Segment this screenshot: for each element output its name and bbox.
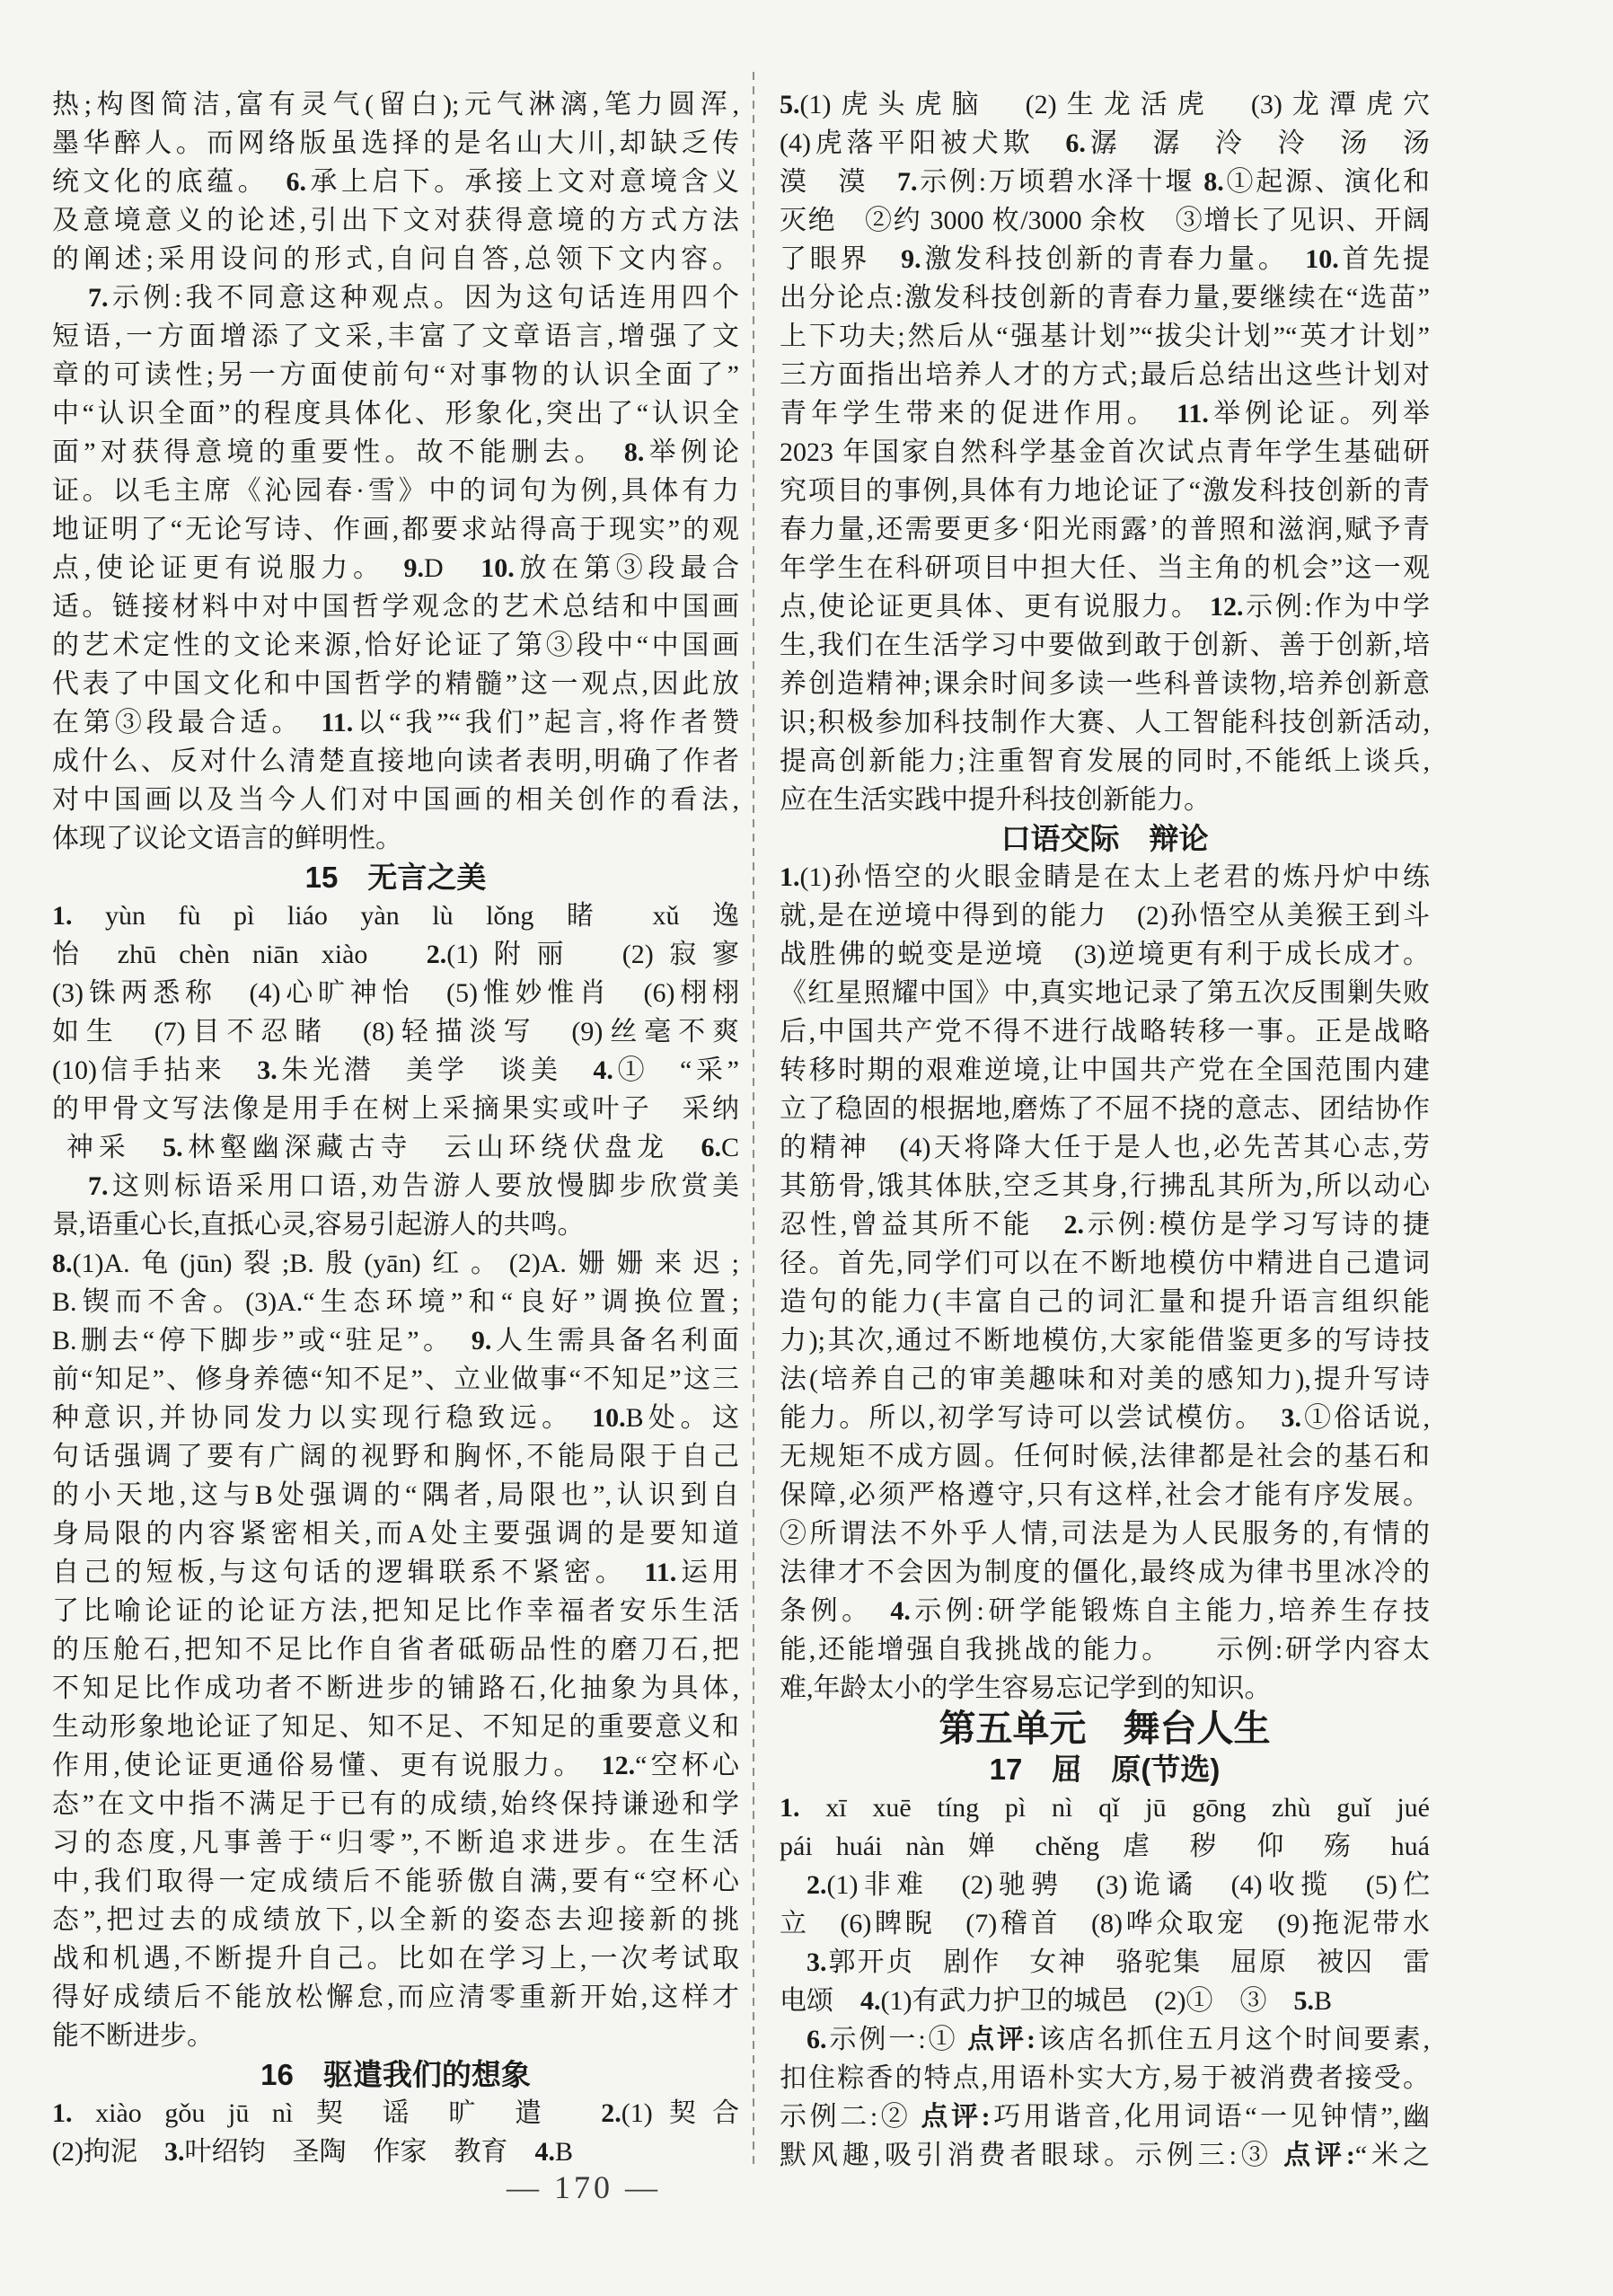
text-line: 8.(1)A.龟(jūn)裂;B.殷(yān)红。(2)A.姗姗来迟;	[52, 1249, 739, 1278]
text-line: 6.示例一:① 点评:该店名抓住五月这个时间要素,	[806, 2025, 1430, 2054]
text-line: 生,我们在生活学习中要做到敢于创新、善于创新,培	[780, 631, 1430, 660]
text-line: 的精神 (4)天将降大任于是人也,必先苦其心志,劳	[780, 1133, 1430, 1162]
text-line: 战胜佛的蜕变是逆境 (3)逆境更有利于成长成才。	[780, 940, 1430, 969]
text-line: 三方面指出培养人才的方式;最后总结出这些计划对	[780, 360, 1430, 390]
text-line: 能力。所以,初学写诗可以尝试模仿。 3.①俗话说,	[780, 1403, 1430, 1433]
text-line: 无规矩不成方圆。任何时候,法律都是社会的基石和	[780, 1442, 1430, 1471]
text-line: 条例。 4.示例:研学能锻炼自主能力,培养生存技	[780, 1596, 1430, 1626]
text-line: 代表了中国文化和中国哲学的精髓”这一观点,因此放	[52, 669, 739, 699]
text-line: (2)拘泥 3.叶绍钧 圣陶 作家 教育 4.B	[52, 2137, 573, 2167]
text-line: 力);其次,通过不断地模仿,大家能借鉴更多的写诗技	[780, 1326, 1430, 1356]
text-line: 的压舱石,把知不足比作自省者砥砺品性的磨刀石,把	[52, 1635, 739, 1665]
text-line: 青年学生带来的促进作用。 11.举例论证。列举	[780, 399, 1430, 428]
text-line: 应在生活实践中提升科技创新能力。	[780, 785, 1211, 815]
text-line: 立 (6)睥睨 (7)稽首 (8)哗众取宠 (9)拖泥带水	[780, 1909, 1430, 1938]
text-line: 地证明了“无论写诗、作画,都要求站得高于现实”的观	[52, 515, 739, 544]
text-line: 如生 (7)目不忍睹 (8)轻描淡写 (9)丝毫不爽	[52, 1017, 739, 1046]
text-line: 点,使论证更具体、更有说服力。 12.示例:作为中学	[780, 592, 1430, 622]
text-line: 的甲骨文写法像是用手在树上采摘果实或叶子 采纳	[52, 1094, 739, 1124]
text-line: 生动形象地论证了知足、知不足、不知足的重要意义和	[52, 1712, 739, 1742]
text-line: 体现了议论文语言的鲜明性。	[52, 824, 402, 853]
text-line: 种意识,并协同发力以实现行稳致远。 10.B处。这	[52, 1403, 739, 1433]
text-line: 养创造精神;课余时间多读一些科普读物,培养创新意	[780, 669, 1430, 699]
text-line: 的艺术定性的文论来源,恰好论证了第③段中“中国画	[52, 631, 739, 660]
text-line: 面”对获得意境的重要性。故不能删去。 8.举例论	[52, 437, 739, 467]
text-line: 能不断进步。	[52, 2021, 214, 2051]
right-column	[780, 85, 1430, 2175]
text-line: 作用,使论证更通俗易懂、更有说服力。 12.“空杯心	[52, 1751, 739, 1780]
text-line: 7.这则标语采用口语,劝告游人要放慢脚步欣赏美	[88, 1171, 739, 1201]
text-line: 1. xiào gǒu jū nì 契 谣 旷 遣 2.(1)契合	[52, 2098, 739, 2128]
section-heading: 15 无言之美	[304, 861, 487, 894]
text-line: (3)铢两悉称 (4)心旷神怡 (5)惟妙惟肖 (6)栩栩	[52, 978, 739, 1008]
text-line: 5.(1)虎头虎脑 (2)生龙活虎 (3)龙潭虎穴	[780, 90, 1430, 119]
text-line: 前“知足”、修身养德“知不足”、立业做事“不知足”这三	[52, 1364, 739, 1394]
text-line: 了眼界 9.激发科技创新的青春力量。 10.首先提	[780, 244, 1430, 274]
text-line: 就,是在逆境中得到的能力 (2)孙悟空从美猴王到斗	[780, 901, 1430, 931]
left-column	[52, 85, 739, 2171]
text-line: 习的态度,凡事善于“归零”,不断追求进步。在生活	[52, 1828, 739, 1858]
text-line: 不知足比作成功者不断进步的铺路石,化抽象为具体,	[52, 1673, 739, 1703]
text-line: 年学生在科研项目中担大任、当主角的机会”这一观	[780, 553, 1430, 583]
page-number: — 170 —	[507, 2169, 661, 2205]
text-line: 神采 5.林壑幽深藏古寺 云山环绕伏盘龙 6.C	[66, 1133, 739, 1162]
text-line: 中,我们取得一定成绩后不能骄傲自满,要有“空杯心	[52, 1867, 739, 1896]
text-line: 后,中国共产党不得不进行战略转移一事。正是战略	[780, 1017, 1430, 1046]
text-line: 景,语重心长,直抵心灵,容易引起游人的共鸣。	[52, 1210, 585, 1240]
text-line: B.删去“停下脚步”或“驻足”。 9.人生需具备名利面	[52, 1326, 739, 1356]
text-line: 1.(1)孙悟空的火眼金睛是在太上老君的炼丹炉中练	[780, 862, 1430, 892]
text-line: 战和机遇,不断提升自己。比如在学习上,一次考试取	[52, 1944, 739, 1974]
text-line: 究项目的事例,具体有力地论证了“激发科技创新的青	[780, 476, 1430, 506]
text-line: 默风趣,吸引消费者眼球。示例三:③ 点评:“米之	[780, 2141, 1430, 2170]
column-divider	[753, 72, 754, 2165]
text-line: 的阐述;采用设问的形式,自问自答,总领下文内容。	[52, 244, 739, 274]
section-heading: 17 屈 原(节选)	[989, 1753, 1221, 1786]
text-line: 点,使论证更有说服力。 9.D 10.放在第③段最合	[52, 553, 739, 583]
text-line: 7.示例:我不同意这种观点。因为这句话连用四个	[88, 283, 739, 313]
text-line: 能,还能增强自我挑战的能力。 示例:研学内容太	[780, 1635, 1430, 1665]
text-line: 自己的短板,与这句话的逻辑联系不紧密。 11.运用	[52, 1558, 739, 1587]
text-line: 提高创新能力;注重智育发展的同时,不能纸上谈兵,	[780, 746, 1430, 776]
text-line: 示例二:② 点评:巧用谐音,化用词语“一见钟情”,幽	[780, 2102, 1430, 2132]
text-line: 句话强调了要有广阔的视野和胸怀,不能局限于自己	[52, 1442, 739, 1471]
text-line: 1. yùn fù pì liáo yàn lù lǒng 睹 xǔ 逸	[52, 901, 739, 931]
text-line: 怡 zhū chèn niān xiào 2.(1)附丽 (2)寂寥	[52, 940, 739, 969]
text-line: 灭绝 ②约 3000 枚/3000 余枚 ③增长了见识、开阔	[780, 206, 1430, 235]
text-line: 1. xī xuē tíng pì nì qǐ jū gōng zhù guǐ jué	[780, 1793, 1430, 1823]
text-line: 春力量,还需要更多‘阳光雨露’的普照和滋润,赋予青	[780, 515, 1430, 544]
text-line: 得好成绩后不能放松懈怠,而应清零重新开始,这样才	[52, 1983, 739, 2012]
text-line: 其筋骨,饿其体肤,空乏其身,行拂乱其所为,所以动心	[780, 1171, 1430, 1201]
text-line: (10)信手拈来 3.朱光潜 美学 谈美 4.① “采”	[52, 1055, 739, 1085]
text-line: 章的可读性;另一方面使前句“对事物的认识全面了”	[52, 360, 739, 390]
text-line: 电颂 4.(1)有武力护卫的城邑 (2)① ③ 5.B	[780, 1986, 1332, 2016]
section-heading: 口语交际 辩论	[1000, 822, 1209, 855]
text-line: 证。以毛主席《沁园春·雪》中的词句为例,具体有力	[52, 476, 739, 506]
text-line: 法律才不会因为制度的僵化,最终成为律书里冰冷的	[780, 1558, 1430, 1587]
text-line: 成什么、反对什么清楚直接地向读者表明,明确了作者	[52, 746, 739, 776]
text-line: 热;构图简洁,富有灵气(留白);元气淋漓,笔力圆浑,	[52, 90, 739, 119]
text-line: 造句的能力(丰富自己的词汇量和提升语言组织能	[780, 1287, 1430, 1317]
text-line: 统文化的底蕴。 6.承上启下。承接上文对意境含义	[52, 167, 739, 197]
text-line: 态”在文中指不满足于已有的成绩,始终保持谦逊和学	[52, 1789, 739, 1819]
text-line: 难,年龄太小的学生容易忘记学到的知识。	[780, 1673, 1272, 1703]
text-line: 的小天地,这与B处强调的“隅者,局限也”,认识到自	[52, 1480, 739, 1510]
text-line: 2023 年国家自然科学基金首次试点青年学生基础研	[780, 437, 1430, 467]
text-line: 及意境意义的论述,引出下文对获得意境的方式方法	[52, 206, 739, 235]
text-line: 《红星照耀中国》中,真实地记录了第五次反围剿失败	[780, 978, 1430, 1008]
text-line: 在第③段最合适。 11.以“我”“我们”起言,将作者赞	[52, 708, 739, 737]
text-line: 中“认识全面”的程度具体化、形象化,突出了“认识全	[52, 399, 739, 428]
text-line: 墨华醉人。而网络版虽选择的是名山大川,却缺乏传	[52, 128, 739, 158]
text-line: (4)虎落平阳被犬欺 6.潺 潺 泠 泠 汤 汤	[780, 128, 1430, 158]
text-line: 2.(1)非难 (2)驰骋 (3)诡谲 (4)收揽 (5)伫	[806, 1870, 1430, 1900]
text-line: 3.郭开贞 剧作 女神 骆驼集 屈原 被囚 雷	[806, 1947, 1430, 1977]
text-line: 出分论点:激发科技创新的青春力量,要继续在“选苗”	[780, 283, 1430, 313]
section-heading: 第五单元 舞台人生	[939, 1708, 1271, 1749]
text-line: 转移时期的艰难逆境,让中国共产党在全国范围内建	[780, 1055, 1430, 1085]
text-line: 忍性,曾益其所不能 2.示例:模仿是学习写诗的捷	[780, 1210, 1430, 1240]
text-line: ②所谓法不外乎人情,司法是为人民服务的,有情的	[780, 1519, 1430, 1549]
text-line: 识;积极参加科技制作大赛、人工智能科技创新活动,	[780, 708, 1430, 737]
text-line: 扣住粽香的特点,用语朴实大方,易于被消费者接受。	[780, 2063, 1430, 2093]
text-line: B.锲而不舍。(3)A.“生态环境”和“良好”调换位置;	[52, 1287, 739, 1317]
text-line: 适。链接材料中对中国哲学观念的艺术总结和中国画	[52, 592, 739, 622]
text-line: 了比喻论证的论证方法,把知足比作幸福者安乐生活	[52, 1596, 739, 1626]
text-line: 上下功夫;然后从“强基计划”“拔尖计划”“英才计划”	[780, 322, 1430, 351]
text-line: 态”,把过去的成绩放下,以全新的姿态去迎接新的挑	[52, 1905, 739, 1935]
text-line: 漠 漠 7.示例:万顷碧水泽十堰 8.①起源、演化和	[780, 167, 1430, 197]
text-line: 短语,一方面增添了文采,丰富了文章语言,增强了文	[52, 322, 739, 351]
text-line: 立了稳固的根据地,磨炼了不屈不挠的意志、团结协作	[780, 1094, 1430, 1124]
text-line: 径。首先,同学们可以在不断地模仿中精进自己遣词	[780, 1249, 1430, 1278]
text-line: 对中国画以及当今人们对中国画的相关创作的看法,	[52, 785, 739, 815]
text-line: 法(培养自己的审美趣味和对美的感知力),提升写诗	[780, 1364, 1430, 1394]
text-line: 身局限的内容紧密相关,而A处主要强调的是要知道	[52, 1519, 739, 1549]
section-heading: 16 驱遣我们的想象	[260, 2058, 531, 2091]
text-line: 保障,必须严格遵守,只有这样,社会才能有序发展。	[780, 1480, 1430, 1510]
text-line: pái huái nàn 婵 chěng 虐 秽 仰 殇 huá	[780, 1832, 1430, 1861]
